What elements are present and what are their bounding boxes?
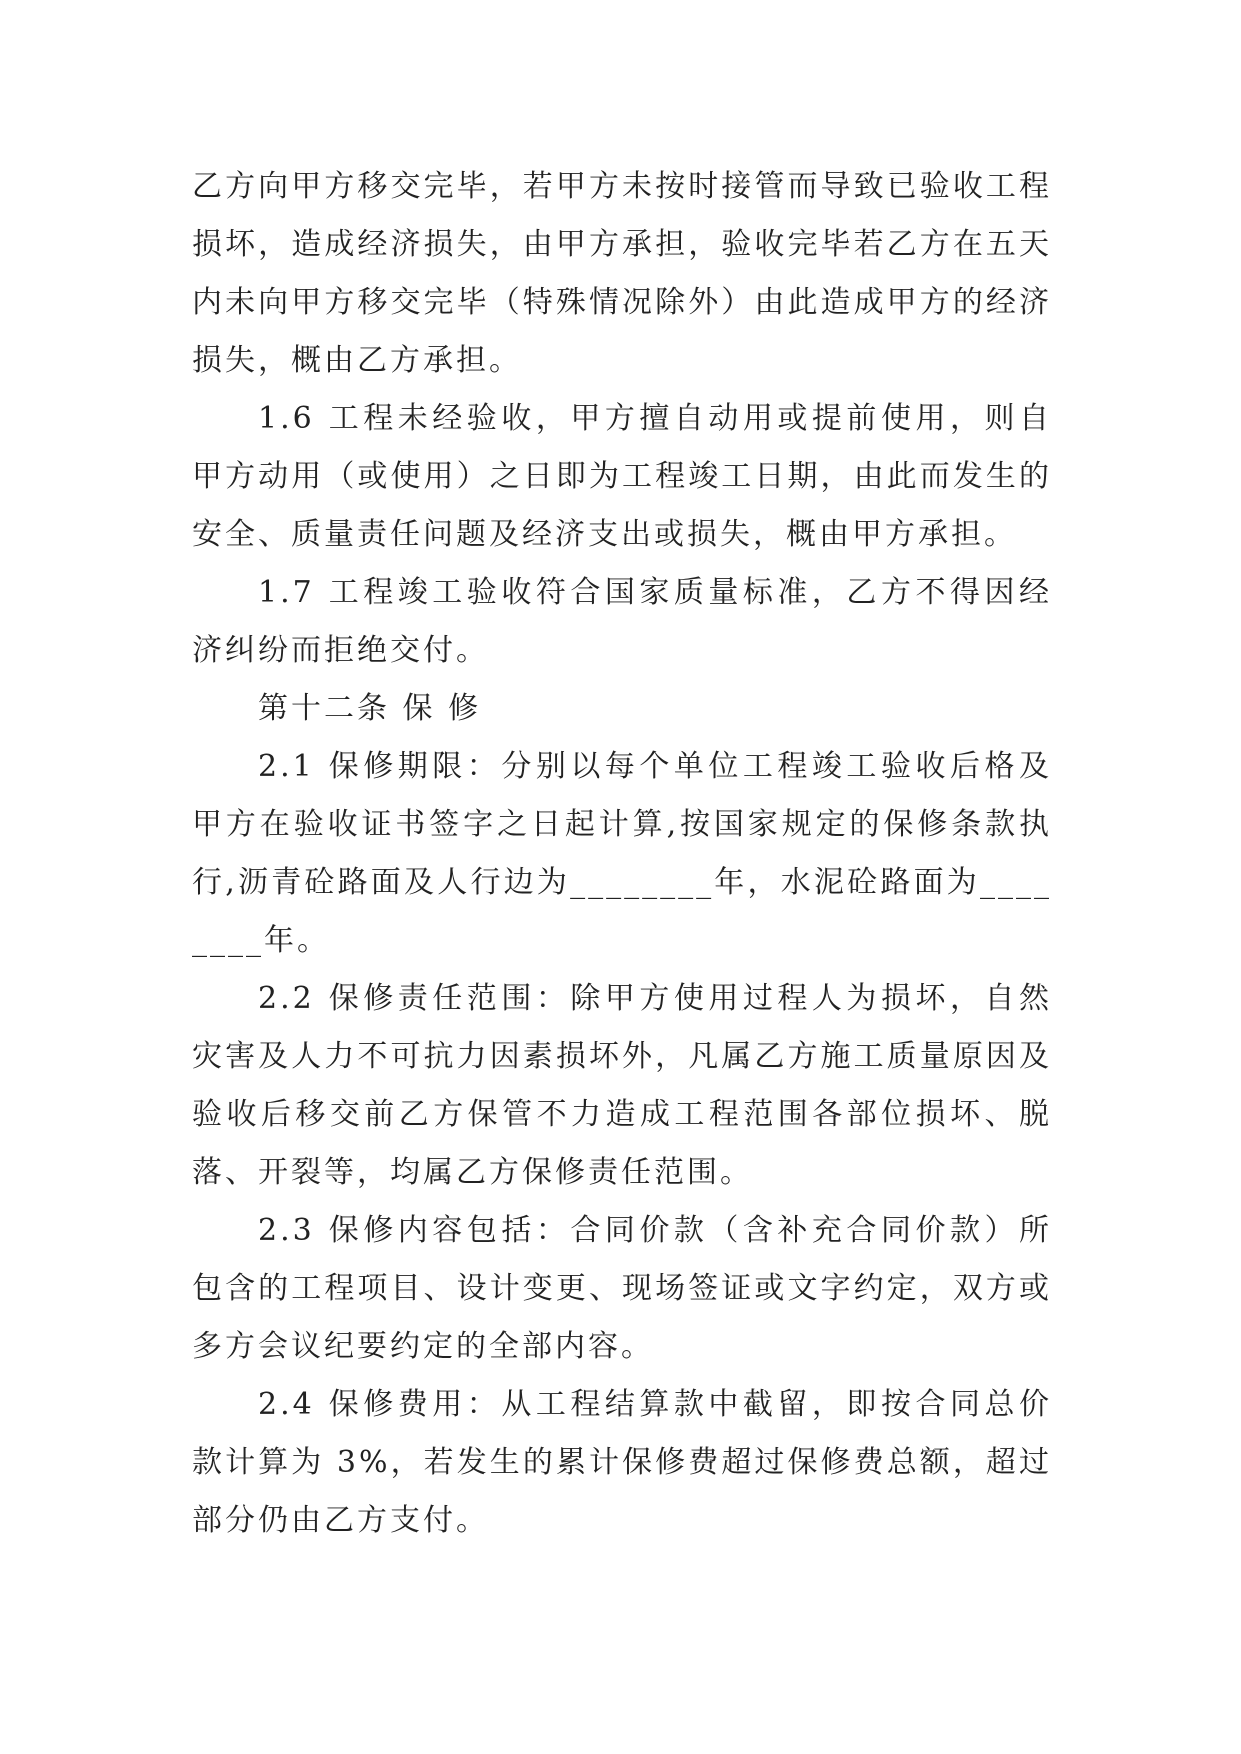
- clause-1-7: 1.7 工程竣工验收符合国家质量标准，乙方不得因经济纠纷而拒绝交付。: [192, 575, 1052, 668]
- clause-2-3: 2.3 保修内容包括：合同价款（含补充合同价款）所包含的工程项目、设计变更、现场签证或文字约定，双方或多方会议纪要约定的全部内容。: [192, 1213, 1052, 1364]
- article-12-heading: 第十二条 保 修: [258, 691, 482, 726]
- document-body: [192, 158, 1052, 1550]
- clause-2-2: 2.2 保修责任范围：除甲方使用过程人为损坏，自然灾害及人力不可抗力因素损坏外，凡属乙方施工质量原因及验收后移交前乙方保管不力造成工程范围各部位损坏、脱落、开裂等，均属乙方保修责任范围。: [192, 981, 1052, 1190]
- clause-1-6: 1.6 工程未经验收，甲方擅自动用或提前使用，则自甲方动用（或使用）之日即为工程竣工日期，由此而发生的安全、质量责任问题及经济支出或损失，概由甲方承担。: [192, 401, 1052, 552]
- paragraph-continuation: 乙方向甲方移交完毕，若甲方未按时接管而导致已验收工程损坏，造成经济损失，由甲方承担，验收完毕若乙方在五天内未向甲方移交完毕（特殊情况除外）由此造成甲方的经济损失，概由乙方承担。: [192, 169, 1052, 378]
- clause-2-4: 2.4 保修费用：从工程结算款中截留，即按合同总价款计算为 3%，若发生的累计保修费超过保修费总额，超过部分仍由乙方支付。: [192, 1387, 1052, 1538]
- clause-2-1: 2.1 保修期限：分别以每个单位工程竣工验收后格及甲方在验收证书签字之日起计算,按国家规定的保修条款执行,沥青砼路面及人行边为________年，水泥砼路面为________年。: [192, 749, 1052, 958]
